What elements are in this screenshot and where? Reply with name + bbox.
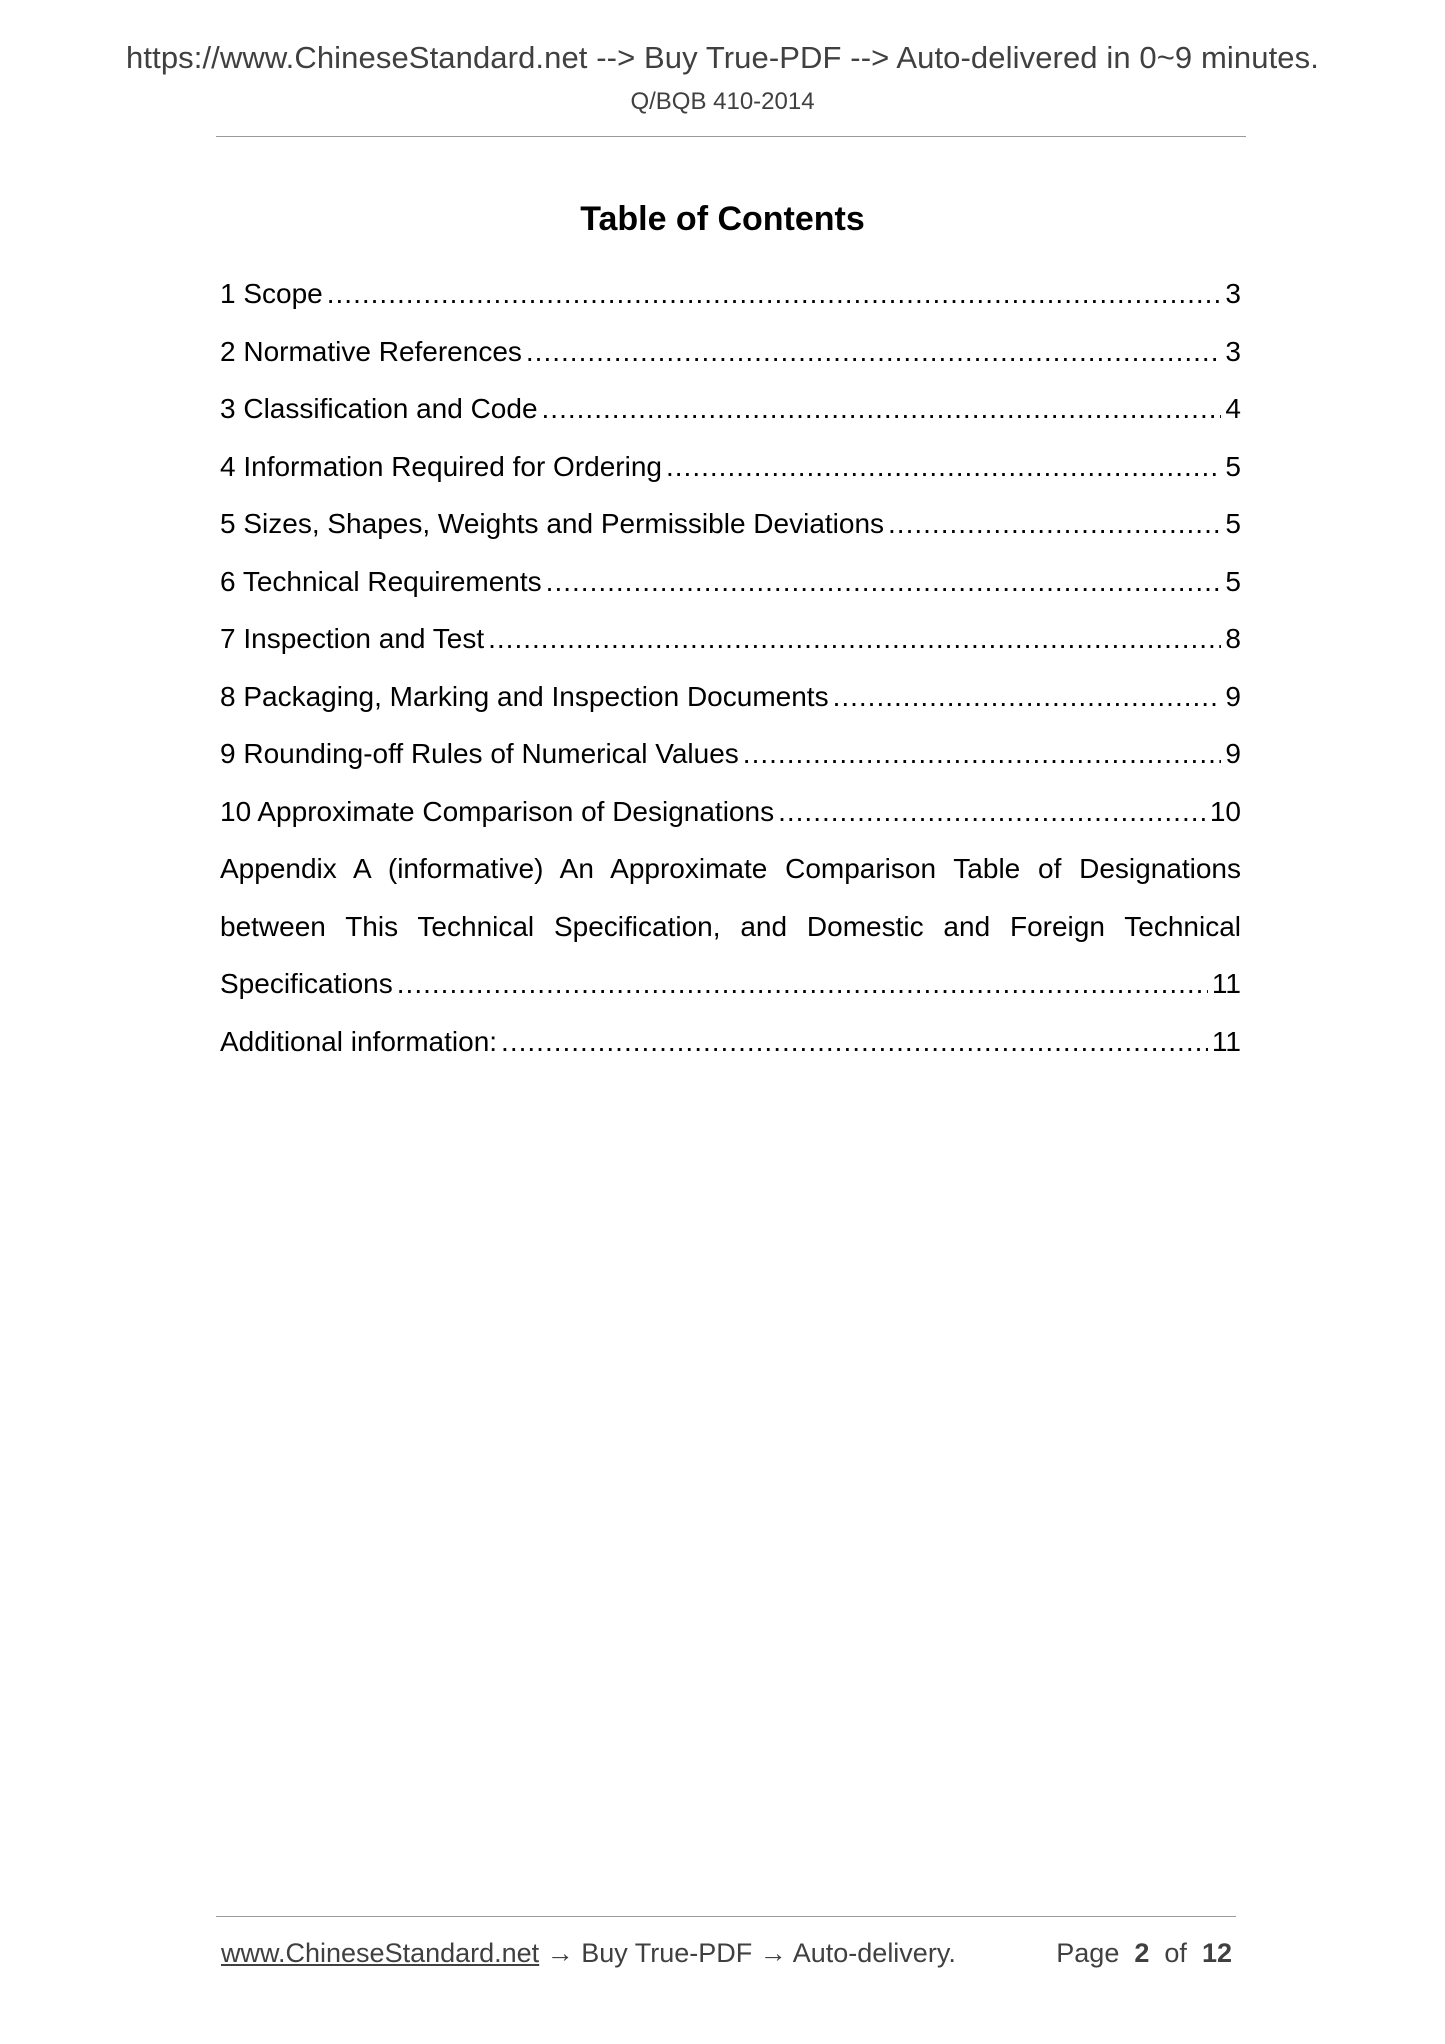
table-of-contents — [220, 265, 1241, 1070]
toc-entry-approximate-comparison[interactable] — [220, 783, 1241, 841]
footer-divider — [216, 1916, 1236, 1917]
toc-entry-label: Additional information: — [220, 1025, 498, 1057]
toc-title: Table of Contents — [580, 200, 865, 238]
toc-entry-page: 9 — [1225, 738, 1241, 769]
toc-entry-label: 7 Inspection and Test — [220, 623, 485, 654]
source-banner: https://www.ChineseStandard.net --> Buy True-PDF --> Auto-delivered in 0~9 minutes. — [126, 40, 1319, 75]
footer-delivery-text: → Buy True-PDF → Auto-delivery. — [539, 1938, 956, 1968]
toc-entry-packaging-marking[interactable] — [220, 668, 1241, 726]
toc-leader-dots — [526, 323, 1222, 381]
footer-site-link[interactable]: www.ChineseStandard.net — [221, 1938, 540, 1968]
toc-entry-sizes-shapes[interactable] — [220, 495, 1241, 553]
toc-leader-dots — [546, 553, 1222, 611]
page-word: Page — [1056, 1938, 1120, 1968]
toc-leader-dots — [666, 438, 1221, 496]
toc-entry-appendix-a[interactable] — [220, 840, 1241, 1013]
toc-leader-dots — [488, 610, 1221, 668]
toc-entry-label: 9 Rounding-off Rules of Numerical Values — [220, 738, 739, 769]
toc-leader-dots — [888, 495, 1221, 553]
toc-appendix-line: between This Technical Specification, and Domestic and Foreign Technical — [220, 910, 1241, 942]
page-of-word: of — [1164, 1938, 1187, 1968]
page-current: 2 — [1134, 1938, 1150, 1968]
toc-entry-classification-and-code[interactable] — [220, 380, 1241, 438]
toc-entry-technical-requirements[interactable] — [220, 553, 1241, 611]
toc-leader-dots — [833, 668, 1222, 726]
toc-entry-label: 5 Sizes, Shapes, Weights and Permissible Deviations — [220, 508, 885, 539]
toc-appendix-line: Appendix A (informative) An Approximate Comparison Table of Designations — [220, 853, 1241, 884]
toc-leader-dots — [327, 265, 1222, 323]
toc-entry-normative-references[interactable] — [220, 323, 1241, 381]
toc-entry-label: 10 Approximate Comparison of Designations — [220, 795, 775, 827]
toc-leader-dots — [778, 783, 1206, 841]
toc-entry-label: 6 Technical Requirements — [220, 565, 542, 597]
toc-entry-page: 5 — [1225, 508, 1241, 539]
document-code: Q/BQB 410-2014 — [630, 88, 815, 115]
toc-leader-dots — [743, 725, 1222, 783]
page-indicator — [1056, 1938, 1232, 1969]
toc-entry-label: 3 Classification and Code — [220, 393, 538, 424]
page-total: 12 — [1201, 1938, 1232, 1968]
toc-entry-page: 11 — [1211, 1025, 1241, 1057]
toc-entry-label: Specifications — [220, 968, 393, 999]
toc-leader-dots — [501, 1013, 1208, 1071]
toc-entry-label: 4 Information Required for Ordering — [220, 450, 662, 482]
toc-entry-page: 3 — [1225, 335, 1241, 367]
toc-entry-label: 1 Scope — [220, 278, 323, 309]
footer-source — [221, 1938, 956, 1969]
toc-entry-label: 2 Normative References — [220, 335, 522, 367]
toc-entry-scope[interactable] — [220, 265, 1241, 323]
toc-entry-page: 10 — [1209, 795, 1241, 827]
toc-entry-page: 9 — [1225, 680, 1241, 712]
toc-entry-information-required[interactable] — [220, 438, 1241, 496]
toc-entry-page: 8 — [1225, 623, 1241, 654]
toc-entry-rounding-off-rules[interactable] — [220, 725, 1241, 783]
toc-entry-page: 5 — [1225, 450, 1241, 482]
toc-entry-page: 3 — [1225, 278, 1241, 309]
toc-entry-page: 11 — [1211, 968, 1241, 999]
toc-entry-label: 8 Packaging, Marking and Inspection Documents — [220, 680, 829, 712]
toc-entry-page: 5 — [1225, 565, 1241, 597]
header-divider — [216, 136, 1246, 137]
toc-leader-dots — [542, 380, 1222, 438]
toc-entry-inspection-and-test[interactable] — [220, 610, 1241, 668]
toc-leader-dots — [397, 955, 1208, 1013]
toc-entry-page: 4 — [1225, 393, 1241, 424]
toc-appendix-last-line — [220, 955, 1241, 1013]
toc-entry-additional-information[interactable] — [220, 1013, 1241, 1071]
